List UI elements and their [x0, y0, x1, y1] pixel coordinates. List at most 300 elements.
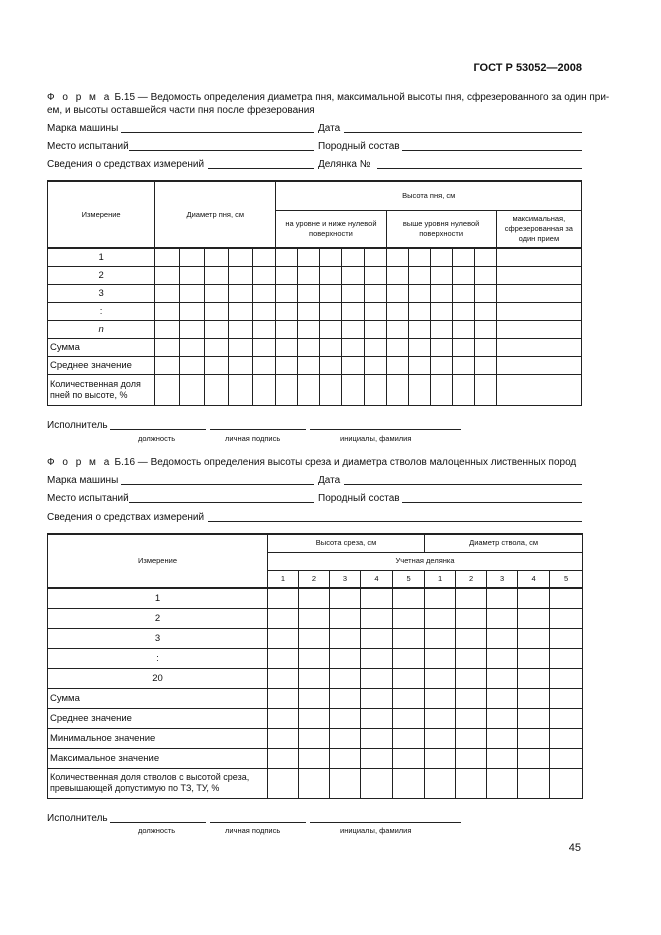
data-cell[interactable]: [364, 266, 386, 284]
data-cell[interactable]: [452, 302, 474, 320]
form16-cap-signature: личная подпись: [225, 826, 281, 835]
form15-signature-label: Исполнитель: [47, 420, 108, 431]
data-cell[interactable]: [276, 374, 298, 405]
data-cell[interactable]: [487, 728, 518, 748]
form15-plot-field[interactable]: [377, 159, 582, 169]
data-cell[interactable]: [452, 320, 474, 338]
data-cell[interactable]: [299, 588, 330, 608]
data-cell[interactable]: [364, 248, 386, 266]
table-row: [48, 708, 583, 728]
data-cell[interactable]: [276, 356, 298, 374]
data-cell[interactable]: [496, 356, 581, 374]
data-cell[interactable]: [496, 320, 581, 338]
plot-number-header: 4: [518, 570, 550, 588]
data-cell[interactable]: [320, 356, 342, 374]
data-cell[interactable]: [496, 302, 581, 320]
data-cell[interactable]: [268, 648, 299, 668]
data-cell[interactable]: [430, 266, 452, 284]
data-cell[interactable]: [393, 608, 425, 628]
table-row: [48, 588, 583, 608]
form16-stand-label: Породный состав: [318, 493, 400, 504]
data-cell[interactable]: [205, 302, 229, 320]
data-cell[interactable]: [496, 266, 581, 284]
data-cell[interactable]: [155, 284, 180, 302]
data-cell[interactable]: [361, 588, 393, 608]
data-cell[interactable]: [425, 708, 456, 728]
data-cell[interactable]: [361, 728, 393, 748]
data-cell[interactable]: [425, 608, 456, 628]
data-cell[interactable]: [330, 708, 361, 728]
data-cell[interactable]: [393, 728, 425, 748]
data-cell[interactable]: [550, 648, 583, 668]
form15-row-instruments: [47, 159, 582, 173]
table-row: [48, 248, 582, 266]
data-cell[interactable]: [452, 266, 474, 284]
data-cell[interactable]: [474, 320, 496, 338]
data-cell[interactable]: [342, 284, 364, 302]
data-cell[interactable]: [276, 266, 298, 284]
data-cell[interactable]: [180, 338, 205, 356]
data-cell[interactable]: [386, 284, 408, 302]
data-cell[interactable]: [205, 374, 229, 405]
data-cell[interactable]: [518, 708, 550, 728]
data-cell[interactable]: [452, 338, 474, 356]
data-cell[interactable]: [229, 266, 253, 284]
data-cell[interactable]: [361, 708, 393, 728]
data-cell[interactable]: [408, 374, 430, 405]
row-label: 3: [48, 284, 155, 302]
data-cell[interactable]: [487, 588, 518, 608]
form16-cap-position: должность: [138, 826, 176, 835]
data-cell[interactable]: [320, 248, 342, 266]
data-cell[interactable]: [386, 374, 408, 405]
form15-col-height: Высота пня, см: [276, 181, 582, 210]
data-cell[interactable]: [268, 768, 299, 798]
data-cell[interactable]: [299, 668, 330, 688]
data-cell[interactable]: [253, 302, 276, 320]
data-cell[interactable]: [205, 320, 229, 338]
data-cell[interactable]: [408, 320, 430, 338]
data-cell[interactable]: [456, 768, 487, 798]
data-cell[interactable]: [456, 668, 487, 688]
form15-name-field[interactable]: [310, 420, 461, 430]
form16-sign-field[interactable]: [210, 813, 306, 823]
form15-sign-field[interactable]: [210, 420, 306, 430]
data-cell[interactable]: [430, 356, 452, 374]
table-row: [48, 320, 582, 338]
data-cell[interactable]: [299, 628, 330, 648]
data-cell[interactable]: [299, 728, 330, 748]
data-cell[interactable]: [487, 668, 518, 688]
data-cell[interactable]: [518, 668, 550, 688]
data-cell[interactable]: [180, 266, 205, 284]
data-cell[interactable]: [229, 338, 253, 356]
data-cell[interactable]: [253, 266, 276, 284]
data-cell[interactable]: [268, 708, 299, 728]
data-cell[interactable]: [487, 688, 518, 708]
data-cell[interactable]: [330, 588, 361, 608]
data-cell[interactable]: [393, 748, 425, 768]
data-cell[interactable]: [276, 302, 298, 320]
data-cell[interactable]: [298, 356, 320, 374]
form16-place-label: Место испытаний: [47, 493, 129, 504]
data-cell[interactable]: [268, 588, 299, 608]
data-cell[interactable]: [330, 748, 361, 768]
data-cell[interactable]: [487, 748, 518, 768]
data-cell[interactable]: [386, 338, 408, 356]
data-cell[interactable]: [430, 284, 452, 302]
data-cell[interactable]: [253, 338, 276, 356]
form16-position-field[interactable]: [110, 813, 206, 823]
data-cell[interactable]: [342, 320, 364, 338]
data-cell[interactable]: [518, 688, 550, 708]
table-row: [48, 628, 583, 648]
row-label: :: [48, 648, 268, 668]
data-cell[interactable]: [229, 374, 253, 405]
data-cell[interactable]: [229, 248, 253, 266]
data-cell[interactable]: [320, 266, 342, 284]
data-cell[interactable]: [361, 688, 393, 708]
data-cell[interactable]: [425, 688, 456, 708]
data-cell[interactable]: [393, 688, 425, 708]
data-cell[interactable]: [299, 688, 330, 708]
form15-position-field[interactable]: [110, 420, 206, 430]
data-cell[interactable]: [456, 708, 487, 728]
data-cell[interactable]: [276, 284, 298, 302]
data-cell[interactable]: [393, 668, 425, 688]
form16-name-field[interactable]: [310, 813, 461, 823]
data-cell[interactable]: [430, 248, 452, 266]
data-cell[interactable]: [361, 748, 393, 768]
data-cell[interactable]: [393, 768, 425, 798]
form16-date-field[interactable]: [344, 475, 582, 485]
form16-col-measure: Измерение: [48, 534, 268, 588]
data-cell[interactable]: [386, 248, 408, 266]
plot-number-header: 2: [299, 570, 330, 588]
data-cell[interactable]: [205, 266, 229, 284]
row-label: 2: [48, 608, 268, 628]
data-cell[interactable]: [276, 320, 298, 338]
data-cell[interactable]: [452, 356, 474, 374]
data-cell[interactable]: [550, 708, 583, 728]
data-cell[interactable]: [393, 628, 425, 648]
data-cell[interactable]: [298, 338, 320, 356]
data-cell[interactable]: [299, 768, 330, 798]
data-cell[interactable]: [487, 628, 518, 648]
form15-col-height-below: на уровне и ниже нулевой поверхности: [276, 210, 386, 248]
data-cell[interactable]: [205, 338, 229, 356]
form16-prefix: Ф о р м а: [47, 457, 112, 468]
data-cell[interactable]: [496, 284, 581, 302]
data-cell[interactable]: [550, 608, 583, 628]
row-label: 3: [48, 628, 268, 648]
data-cell[interactable]: [155, 320, 180, 338]
data-cell[interactable]: [550, 628, 583, 648]
data-cell[interactable]: [229, 356, 253, 374]
data-cell[interactable]: [320, 338, 342, 356]
row-label: :: [48, 302, 155, 320]
form15-plot-label: Делянка №: [318, 159, 371, 170]
data-cell[interactable]: [456, 728, 487, 748]
data-cell[interactable]: [299, 648, 330, 668]
data-cell[interactable]: [229, 302, 253, 320]
plot-number-header: 1: [425, 570, 456, 588]
data-cell[interactable]: [550, 588, 583, 608]
data-cell[interactable]: [393, 708, 425, 728]
data-cell[interactable]: [496, 374, 581, 405]
row-label: Количественная доля стволов с высотой среза, превышающей допустимую по ТЗ, ТУ, %: [48, 768, 268, 798]
data-cell[interactable]: [474, 356, 496, 374]
data-cell[interactable]: [408, 302, 430, 320]
data-cell[interactable]: [330, 728, 361, 748]
data-cell[interactable]: [452, 248, 474, 266]
data-cell[interactable]: [430, 302, 452, 320]
data-cell[interactable]: [268, 628, 299, 648]
data-cell[interactable]: [518, 628, 550, 648]
form16-place-field[interactable]: [129, 493, 314, 503]
data-cell[interactable]: [487, 768, 518, 798]
data-cell[interactable]: [408, 338, 430, 356]
data-cell[interactable]: [430, 320, 452, 338]
data-cell[interactable]: [386, 320, 408, 338]
data-cell[interactable]: [430, 338, 452, 356]
data-cell[interactable]: [408, 266, 430, 284]
data-cell[interactable]: [386, 302, 408, 320]
data-cell[interactable]: [298, 302, 320, 320]
data-cell[interactable]: [268, 668, 299, 688]
data-cell[interactable]: [320, 320, 342, 338]
data-cell[interactable]: [155, 356, 180, 374]
form16-machine-field[interactable]: [121, 475, 314, 485]
data-cell[interactable]: [205, 284, 229, 302]
plot-number-header: 2: [456, 570, 487, 588]
data-cell[interactable]: [550, 688, 583, 708]
data-cell[interactable]: [361, 608, 393, 628]
data-cell[interactable]: [474, 284, 496, 302]
data-cell[interactable]: [330, 668, 361, 688]
form15-machine-label: Марка машины: [47, 123, 119, 134]
row-label: Сумма: [48, 338, 155, 356]
table-row: [48, 728, 583, 748]
data-cell[interactable]: [155, 302, 180, 320]
data-cell[interactable]: [452, 284, 474, 302]
data-cell[interactable]: [518, 588, 550, 608]
data-cell[interactable]: [155, 248, 180, 266]
form16-stand-field[interactable]: [402, 493, 582, 503]
data-cell[interactable]: [320, 374, 342, 405]
data-cell[interactable]: [320, 284, 342, 302]
table-row: [48, 648, 583, 668]
data-cell[interactable]: [550, 768, 583, 798]
table-row: [48, 266, 582, 284]
data-cell[interactable]: [253, 374, 276, 405]
data-cell[interactable]: [268, 688, 299, 708]
data-cell[interactable]: [550, 728, 583, 748]
data-cell[interactable]: [276, 248, 298, 266]
form16-col-trunk: Диаметр ствола, см: [425, 534, 583, 552]
form15-machine-field[interactable]: [121, 123, 314, 133]
data-cell[interactable]: [425, 628, 456, 648]
data-cell[interactable]: [474, 338, 496, 356]
data-cell[interactable]: [487, 648, 518, 668]
form16-signature-label: Исполнитель: [47, 813, 108, 824]
form16-instruments-field[interactable]: [208, 512, 582, 522]
data-cell[interactable]: [408, 284, 430, 302]
form15-place-field[interactable]: [129, 141, 314, 151]
data-cell[interactable]: [456, 588, 487, 608]
data-cell[interactable]: [364, 284, 386, 302]
data-cell[interactable]: [456, 628, 487, 648]
data-cell[interactable]: [229, 320, 253, 338]
data-cell[interactable]: [299, 748, 330, 768]
data-cell[interactable]: [474, 266, 496, 284]
data-cell[interactable]: [550, 668, 583, 688]
data-cell[interactable]: [430, 374, 452, 405]
row-label: 2: [48, 266, 155, 284]
data-cell[interactable]: [320, 302, 342, 320]
data-cell[interactable]: [487, 608, 518, 628]
data-cell[interactable]: [518, 768, 550, 798]
data-cell[interactable]: [253, 356, 276, 374]
data-cell[interactable]: [180, 374, 205, 405]
data-cell[interactable]: [342, 374, 364, 405]
form15-title: [47, 91, 609, 117]
data-cell[interactable]: [155, 338, 180, 356]
data-cell[interactable]: [298, 374, 320, 405]
data-cell[interactable]: [268, 608, 299, 628]
data-cell[interactable]: [342, 338, 364, 356]
row-label: Среднее значение: [48, 708, 268, 728]
data-cell[interactable]: [364, 338, 386, 356]
data-cell[interactable]: [180, 302, 205, 320]
data-cell[interactable]: [205, 356, 229, 374]
data-cell[interactable]: [342, 302, 364, 320]
data-cell[interactable]: [456, 648, 487, 668]
row-label: 1: [48, 248, 155, 266]
data-cell[interactable]: [253, 248, 276, 266]
data-cell[interactable]: [330, 768, 361, 798]
data-cell[interactable]: [330, 608, 361, 628]
data-cell[interactable]: [330, 688, 361, 708]
plot-number-header: 3: [487, 570, 518, 588]
form16-table: [47, 533, 583, 799]
data-cell[interactable]: [342, 266, 364, 284]
data-cell[interactable]: [425, 668, 456, 688]
form15-col-diameter: Диаметр пня, см: [155, 181, 276, 248]
data-cell[interactable]: [253, 320, 276, 338]
form15-instruments-field[interactable]: [208, 159, 314, 169]
data-cell[interactable]: [155, 266, 180, 284]
data-cell[interactable]: [452, 374, 474, 405]
form15-cap-position: должность: [138, 434, 176, 443]
form15-stand-label: Породный состав: [318, 141, 400, 152]
data-cell[interactable]: [456, 608, 487, 628]
form15-date-field[interactable]: [344, 123, 582, 133]
data-cell[interactable]: [180, 320, 205, 338]
data-cell[interactable]: [229, 284, 253, 302]
data-cell[interactable]: [330, 648, 361, 668]
data-cell[interactable]: [393, 588, 425, 608]
data-cell[interactable]: [425, 768, 456, 798]
data-cell[interactable]: [299, 608, 330, 628]
data-cell[interactable]: [496, 248, 581, 266]
data-cell[interactable]: [425, 588, 456, 608]
data-cell[interactable]: [342, 356, 364, 374]
form15-stand-field[interactable]: [402, 141, 582, 151]
data-cell[interactable]: [425, 648, 456, 668]
data-cell[interactable]: [298, 248, 320, 266]
data-cell[interactable]: [276, 338, 298, 356]
data-cell[interactable]: [408, 248, 430, 266]
data-cell[interactable]: [155, 374, 180, 405]
data-cell[interactable]: [253, 284, 276, 302]
data-cell[interactable]: [496, 338, 581, 356]
data-cell[interactable]: [474, 302, 496, 320]
data-cell[interactable]: [361, 668, 393, 688]
data-cell[interactable]: [364, 374, 386, 405]
data-cell[interactable]: [330, 628, 361, 648]
row-label: 1: [48, 588, 268, 608]
data-cell[interactable]: [518, 608, 550, 628]
data-cell[interactable]: [518, 748, 550, 768]
table-row: [48, 356, 582, 374]
data-cell[interactable]: [518, 728, 550, 748]
page-number: 45: [568, 842, 581, 854]
data-cell[interactable]: [364, 356, 386, 374]
data-cell[interactable]: [456, 688, 487, 708]
data-cell[interactable]: [474, 374, 496, 405]
form15-cap-signature: личная подпись: [225, 434, 281, 443]
data-cell[interactable]: [393, 648, 425, 668]
data-cell[interactable]: [386, 266, 408, 284]
table-row: [48, 608, 583, 628]
data-cell[interactable]: [361, 628, 393, 648]
data-cell[interactable]: [298, 284, 320, 302]
form16-machine-label: Марка машины: [47, 475, 119, 486]
data-cell[interactable]: [268, 728, 299, 748]
form15-date-label: Дата: [318, 123, 341, 134]
data-cell[interactable]: [425, 748, 456, 768]
data-cell[interactable]: [364, 302, 386, 320]
form15-row-machine: [47, 123, 582, 137]
data-cell[interactable]: [487, 708, 518, 728]
data-cell[interactable]: [180, 248, 205, 266]
row-label: Сумма: [48, 688, 268, 708]
row-label: 20: [48, 668, 268, 688]
data-cell[interactable]: [456, 748, 487, 768]
data-cell[interactable]: [205, 248, 229, 266]
data-cell[interactable]: [298, 266, 320, 284]
data-cell[interactable]: [518, 648, 550, 668]
data-cell[interactable]: [364, 320, 386, 338]
data-cell[interactable]: [361, 768, 393, 798]
table-row: [48, 374, 582, 405]
data-cell[interactable]: [361, 648, 393, 668]
data-cell[interactable]: [386, 356, 408, 374]
data-cell[interactable]: [268, 748, 299, 768]
form16-row-instruments: [47, 512, 582, 526]
data-cell[interactable]: [550, 748, 583, 768]
data-cell[interactable]: [180, 356, 205, 374]
data-cell[interactable]: [180, 284, 205, 302]
data-cell[interactable]: [299, 708, 330, 728]
data-cell[interactable]: [298, 320, 320, 338]
table-row: [48, 302, 582, 320]
data-cell[interactable]: [342, 248, 364, 266]
data-cell[interactable]: [474, 248, 496, 266]
data-cell[interactable]: [425, 728, 456, 748]
data-cell[interactable]: [408, 356, 430, 374]
